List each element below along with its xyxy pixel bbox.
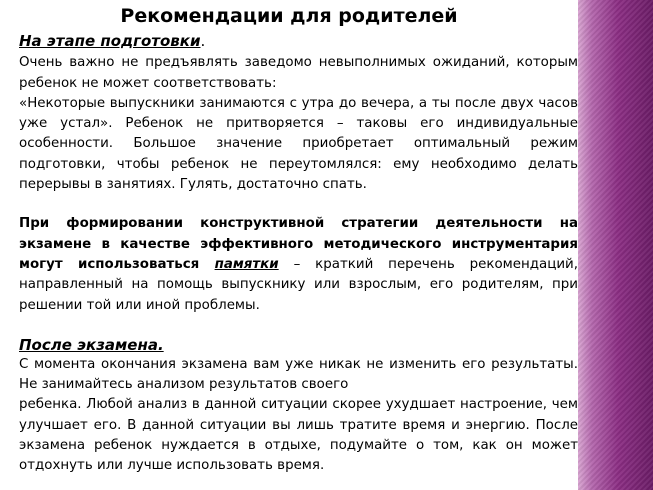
term-pamyatki: памятки [214, 256, 279, 272]
section-preparation-heading-line [19, 31, 578, 53]
heading-period: . [200, 32, 206, 50]
page-title: Рекомендации для родителей [120, 5, 458, 27]
decorative-side-band [578, 0, 653, 490]
strategy-paragraph [19, 214, 578, 315]
preparation-paragraph-1: Очень важно не предъявлять заведомо невыполнимых ожиданий, которым ребенок не может соответствовать: [19, 55, 578, 91]
strategy-bold-text: При формировании конструктивной стратегии деятельности на экзамене в качестве эффективного методического инструментария могут использоваться [19, 216, 578, 272]
section-after-exam-heading: После экзамена. [19, 335, 164, 354]
strategy-rest-text: – краткий перечень рекомендаций, направленный на помощь выпускнику или взрослым, его родителям, при решении той или иной проблемы. [19, 256, 578, 313]
spacer [19, 316, 578, 335]
slide-content [19, 31, 578, 477]
after-exam-paragraph-2: ребенка. Любой анализ в данной ситуации скорее ухудшает настроение, чем улучшает его. В данной ситуации вы лишь тратите время и энергию. После экзамена ребенок нуждается в отдыхе, подумайте о том, как он может отдохнуть или лучше использовать время. [19, 397, 578, 474]
spacer [19, 195, 578, 214]
after-exam-paragraph-1: С момента окончания экзамена вам уже никак не изменить его результаты. Не занимайтесь анализом результатов своего [19, 356, 578, 393]
preparation-paragraph-2: «Некоторые выпускники занимаются с утра до вечера, а ты после двух часов уже устал». Ребенок не притворяется – таковы его индивидуальные особенности. Большое значение приобретает оптимальный режим подготовки, чтобы ребенок не переутомлялся: ему необходимо делать перерывы в занятиях. Гулять, достаточно спать. [19, 95, 578, 193]
section-preparation-heading: На этапе подготовки [19, 32, 201, 50]
